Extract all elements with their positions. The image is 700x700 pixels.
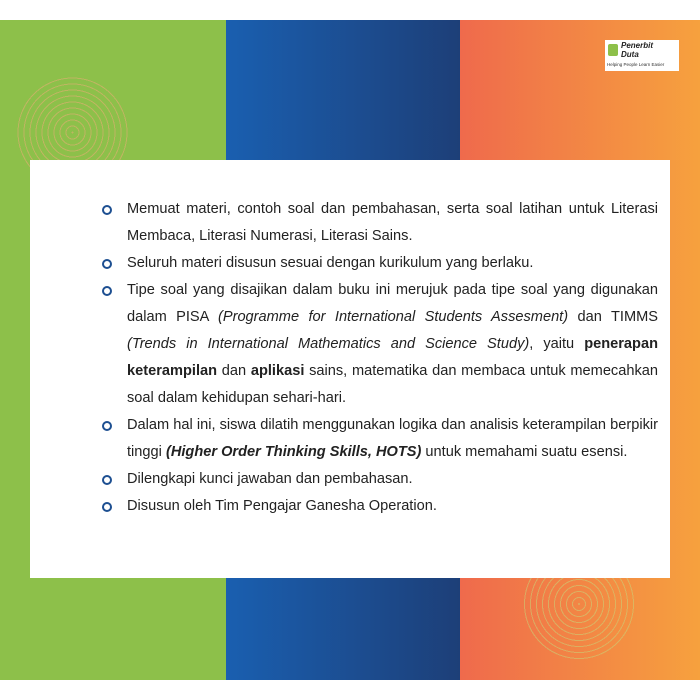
logo-name: Duta bbox=[621, 50, 639, 59]
logo-tagline: Helping People Learn Easier bbox=[607, 62, 665, 67]
circle-bullet-icon bbox=[102, 259, 112, 269]
list-item bbox=[97, 196, 658, 250]
circle-bullet-icon bbox=[102, 475, 112, 485]
list-item-text: sains, matematika dan membaca untuk memecahkan soal dalam kehidupan sehari-hari. bbox=[127, 363, 658, 406]
list-item-text: Seluruh materi disusun sesuai dengan kurikulum yang berlaku. bbox=[127, 255, 534, 271]
list-item bbox=[97, 493, 658, 520]
circle-bullet-icon bbox=[102, 502, 112, 512]
list-item bbox=[97, 466, 658, 493]
feature-list bbox=[97, 196, 658, 520]
circle-bullet-icon bbox=[102, 286, 112, 296]
list-item bbox=[97, 412, 658, 466]
list-item-text: (Programme for International Students Assesment) bbox=[217, 309, 569, 325]
circle-bullet-icon bbox=[102, 205, 112, 215]
list-item-text: Dalam hal ini, siswa dilatih menggunakan logika dan analisis keterampilan berpikir tinggi bbox=[127, 417, 658, 460]
list-item-text: (Trends in International Mathematics and Science Study) bbox=[127, 336, 530, 352]
list-item-text: Memuat materi, contoh soal dan pembahasan, serta soal latihan untuk Literasi Membaca, Literasi Numerasi, Literasi Sains. bbox=[127, 201, 658, 244]
list-item bbox=[97, 277, 658, 412]
list-item-text: dan TIMMS bbox=[568, 309, 658, 325]
circle-bullet-icon bbox=[102, 421, 112, 431]
list-item-text: Disusun oleh Tim Pengajar Ganesha Operation. bbox=[127, 498, 437, 514]
list-item-text: Tipe soal yang disajikan dalam buku ini merujuk pada tipe soal yang digunakan dalam PISA bbox=[127, 282, 658, 325]
list-item-text: aplikasi bbox=[250, 363, 305, 379]
logo-mark-icon bbox=[608, 44, 618, 56]
list-item-text: , yaitu bbox=[529, 336, 585, 352]
list-item-text: untuk memahami suatu esensi. bbox=[421, 444, 628, 460]
logo-name: Penerbit bbox=[621, 41, 654, 50]
publisher-logo bbox=[605, 40, 679, 71]
content-card bbox=[30, 160, 670, 578]
list-item-text: (Higher Order Thinking Skills, HOTS) bbox=[165, 444, 422, 460]
list-item-text: dan bbox=[217, 363, 251, 379]
list-item-text: Dilengkapi kunci jawaban dan pembahasan. bbox=[127, 471, 413, 487]
list-item bbox=[97, 250, 658, 277]
list-item-text: penerapan keterampilan bbox=[127, 336, 658, 379]
